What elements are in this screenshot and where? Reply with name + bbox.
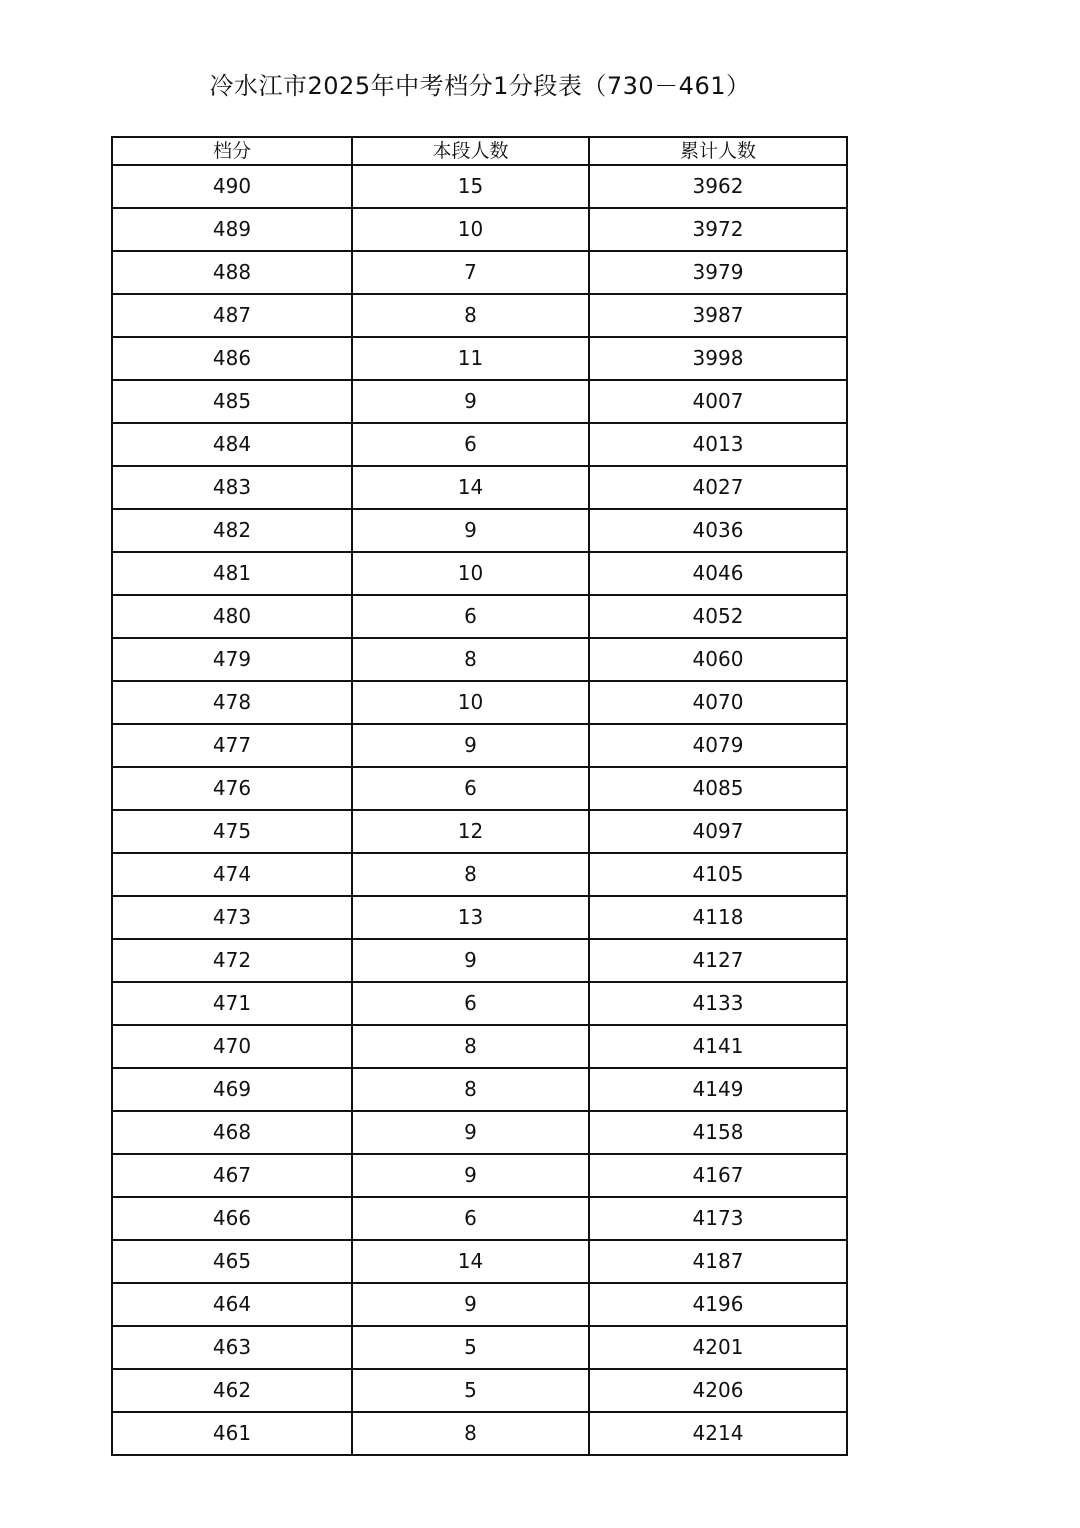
table-row [112, 896, 847, 939]
score-cell: 466 [112, 1197, 352, 1240]
segment-count-cell: 15 [352, 165, 589, 208]
score-cell: 478 [112, 681, 352, 724]
cumulative-count-cell: 4036 [589, 509, 847, 552]
table-row [112, 982, 847, 1025]
score-cell: 483 [112, 466, 352, 509]
cumulative-count-cell: 3962 [589, 165, 847, 208]
table-row [112, 1240, 847, 1283]
segment-count-cell: 10 [352, 681, 589, 724]
segment-count-cell: 9 [352, 1283, 589, 1326]
score-cell: 481 [112, 552, 352, 595]
table-row [112, 294, 847, 337]
cumulative-count-cell: 4007 [589, 380, 847, 423]
cumulative-count-cell: 4079 [589, 724, 847, 767]
segment-count-cell: 6 [352, 767, 589, 810]
score-cell: 464 [112, 1283, 352, 1326]
score-cell: 490 [112, 165, 352, 208]
segment-count-cell: 6 [352, 423, 589, 466]
score-cell: 485 [112, 380, 352, 423]
score-cell: 474 [112, 853, 352, 896]
cumulative-count-cell: 4070 [589, 681, 847, 724]
page-title: 冷水江市2025年中考档分1分段表（730－461） [209, 72, 751, 100]
table-row [112, 380, 847, 423]
segment-count-cell: 10 [352, 552, 589, 595]
cumulative-count-cell: 4105 [589, 853, 847, 896]
segment-count-cell: 9 [352, 509, 589, 552]
segment-count-cell: 8 [352, 1068, 589, 1111]
table-row [112, 208, 847, 251]
table-row [112, 165, 847, 208]
cumulative-count-cell: 4085 [589, 767, 847, 810]
segment-count-cell: 9 [352, 939, 589, 982]
score-cell: 469 [112, 1068, 352, 1111]
score-cell: 475 [112, 810, 352, 853]
cumulative-count-cell: 4046 [589, 552, 847, 595]
table-row [112, 1283, 847, 1326]
cumulative-count-cell: 4141 [589, 1025, 847, 1068]
table-row [112, 1154, 847, 1197]
score-cell: 467 [112, 1154, 352, 1197]
cumulative-count-cell: 4133 [589, 982, 847, 1025]
cumulative-count-cell: 4027 [589, 466, 847, 509]
column-header-score: 档分 [112, 137, 352, 165]
score-cell: 468 [112, 1111, 352, 1154]
segment-count-cell: 5 [352, 1326, 589, 1369]
table-row [112, 853, 847, 896]
score-cell: 472 [112, 939, 352, 982]
score-cell: 465 [112, 1240, 352, 1283]
score-cell: 482 [112, 509, 352, 552]
table-row [112, 466, 847, 509]
segment-count-cell: 8 [352, 638, 589, 681]
cumulative-count-cell: 4149 [589, 1068, 847, 1111]
table-row [112, 1369, 847, 1412]
table-row [112, 595, 847, 638]
table-row [112, 1068, 847, 1111]
segment-count-cell: 7 [352, 251, 589, 294]
column-header-cumulative-count: 累计人数 [589, 137, 847, 165]
segment-count-cell: 14 [352, 466, 589, 509]
segment-count-cell: 9 [352, 380, 589, 423]
segment-count-cell: 9 [352, 724, 589, 767]
table-row [112, 1326, 847, 1369]
segment-count-cell: 12 [352, 810, 589, 853]
segment-count-cell: 9 [352, 1111, 589, 1154]
table-row [112, 681, 847, 724]
segment-count-cell: 6 [352, 595, 589, 638]
cumulative-count-cell: 4173 [589, 1197, 847, 1240]
table-row [112, 1111, 847, 1154]
cumulative-count-cell: 4013 [589, 423, 847, 466]
segment-count-cell: 11 [352, 337, 589, 380]
score-distribution-table [111, 136, 848, 1456]
table-row [112, 423, 847, 466]
cumulative-count-cell: 4196 [589, 1283, 847, 1326]
segment-count-cell: 8 [352, 853, 589, 896]
score-cell: 479 [112, 638, 352, 681]
score-cell: 461 [112, 1412, 352, 1455]
segment-count-cell: 9 [352, 1154, 589, 1197]
cumulative-count-cell: 3972 [589, 208, 847, 251]
cumulative-count-cell: 4052 [589, 595, 847, 638]
cumulative-count-cell: 4206 [589, 1369, 847, 1412]
score-cell: 462 [112, 1369, 352, 1412]
segment-count-cell: 8 [352, 1412, 589, 1455]
score-cell: 476 [112, 767, 352, 810]
score-cell: 471 [112, 982, 352, 1025]
cumulative-count-cell: 4097 [589, 810, 847, 853]
column-header-segment-count: 本段人数 [352, 137, 589, 165]
score-cell: 463 [112, 1326, 352, 1369]
cumulative-count-cell: 4187 [589, 1240, 847, 1283]
segment-count-cell: 6 [352, 982, 589, 1025]
segment-count-cell: 8 [352, 294, 589, 337]
table-row [112, 939, 847, 982]
cumulative-count-cell: 4127 [589, 939, 847, 982]
cumulative-count-cell: 3987 [589, 294, 847, 337]
cumulative-count-cell: 3998 [589, 337, 847, 380]
segment-count-cell: 14 [352, 1240, 589, 1283]
score-cell: 480 [112, 595, 352, 638]
table-row [112, 1197, 847, 1240]
table-row [112, 337, 847, 380]
segment-count-cell: 6 [352, 1197, 589, 1240]
table-row [112, 552, 847, 595]
segment-count-cell: 10 [352, 208, 589, 251]
score-cell: 488 [112, 251, 352, 294]
score-cell: 486 [112, 337, 352, 380]
cumulative-count-cell: 4167 [589, 1154, 847, 1197]
table-row [112, 251, 847, 294]
table-row [112, 810, 847, 853]
table-header-row [112, 137, 847, 165]
table-body [112, 165, 847, 1455]
segment-count-cell: 13 [352, 896, 589, 939]
score-cell: 487 [112, 294, 352, 337]
table-row [112, 724, 847, 767]
segment-count-cell: 8 [352, 1025, 589, 1068]
table-row [112, 509, 847, 552]
cumulative-count-cell: 4214 [589, 1412, 847, 1455]
score-cell: 477 [112, 724, 352, 767]
segment-count-cell: 5 [352, 1369, 589, 1412]
cumulative-count-cell: 3979 [589, 251, 847, 294]
table-row [112, 1412, 847, 1455]
score-cell: 473 [112, 896, 352, 939]
table-row [112, 767, 847, 810]
score-cell: 489 [112, 208, 352, 251]
table-row [112, 1025, 847, 1068]
score-cell: 484 [112, 423, 352, 466]
cumulative-count-cell: 4118 [589, 896, 847, 939]
score-cell: 470 [112, 1025, 352, 1068]
cumulative-count-cell: 4060 [589, 638, 847, 681]
cumulative-count-cell: 4158 [589, 1111, 847, 1154]
table-row [112, 638, 847, 681]
cumulative-count-cell: 4201 [589, 1326, 847, 1369]
